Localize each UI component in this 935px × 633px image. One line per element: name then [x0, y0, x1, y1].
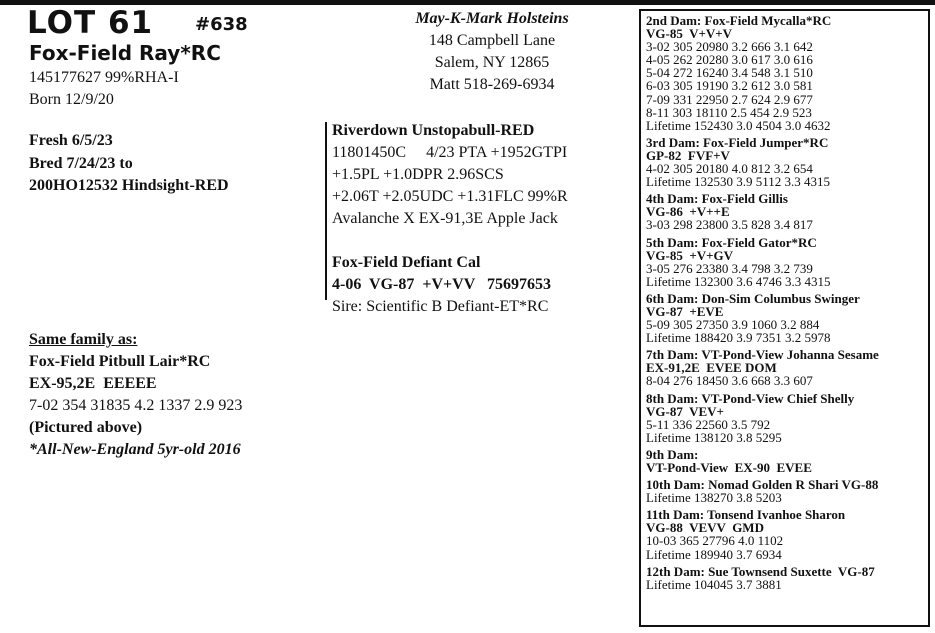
dam-sire: Sire: Scientific B Defiant-ET*RC — [332, 298, 549, 315]
family-name: Fox-Field Pitbull Lair*RC — [29, 353, 211, 370]
animal-name: Fox-Field Ray*RC — [29, 41, 221, 65]
dam-score: 4-06 VG-87 +V+VV 75697653 — [332, 276, 551, 293]
sire-line: 11801450C 4/23 PTA +1952GTPI — [332, 144, 568, 161]
family-award: *All-New-England 5yr-old 2016 — [29, 441, 241, 458]
sire-line: +2.06T +2.05UDC +1.31FLC 99%R — [332, 188, 568, 205]
family-score: EX-95,2E EEEEE — [29, 375, 157, 392]
pedigree-dam-11 — [646, 508, 922, 560]
dam-record: 3-03 298 23800 3.5 828 3.4 817 — [646, 217, 813, 233]
dam-title: 7th Dam: VT-Pond-View Johanna Sesame — [646, 347, 879, 363]
sire-block — [332, 120, 632, 230]
breeding-bred: Bred 7/24/23 to — [29, 155, 133, 172]
dam-record: 3-02 305 20980 3.2 666 3.1 642 — [646, 39, 813, 55]
dam-record: 3-05 276 23380 3.4 798 3.2 739 — [646, 260, 813, 276]
family-block — [29, 329, 329, 461]
dam-title: 2nd Dam: Fox-Field Mycalla*RC — [646, 13, 832, 28]
dam-record: 4-02 305 20180 4.0 812 3.2 654 — [646, 161, 813, 177]
sire-line: +1.5PL +1.0DPR 2.96SCS — [332, 166, 504, 183]
dam-title: 12th Dam: Sue Townsend Suxette VG-87 — [646, 563, 875, 579]
pedigree-dam-12 — [646, 565, 922, 591]
dam-classification: VG-87 VEV+ — [646, 403, 724, 419]
dam-title: 11th Dam: Tonsend Ivanhoe Sharon — [646, 507, 846, 523]
dam-record: 5-11 336 22560 3.5 792 — [646, 416, 771, 432]
consignor-name: May-K-Mark Holsteins — [415, 10, 569, 27]
dam-classification: VG-85 +V+GV — [646, 247, 734, 263]
lot-label: LOT 61 — [27, 5, 154, 41]
consignor-block — [372, 8, 612, 96]
dam-title: 3rd Dam: Fox-Field Jumper*RC — [646, 134, 829, 150]
family-heading: Same family as: — [29, 331, 138, 348]
pedigree-dam-5 — [646, 236, 922, 288]
dam-lifetime: Lifetime 138270 3.8 5203 — [646, 490, 782, 506]
dam-classification: EX-91,2E EVEE DOM — [646, 360, 777, 376]
breeding-bred-to: 200HO12532 Hindsight-RED — [29, 177, 229, 194]
dam-record: 5-09 305 27350 3.9 1060 3.2 884 — [646, 317, 820, 333]
dam-record: 10-03 365 27796 4.0 1102 — [646, 533, 784, 549]
dam-record: 8-11 303 18110 2.5 454 2.9 523 — [646, 104, 812, 120]
pedigree-dam-3 — [646, 136, 922, 188]
sire-divider-line — [325, 122, 327, 300]
consignor-city: Salem, NY 12865 — [434, 54, 550, 71]
pedigree-dam-7 — [646, 348, 922, 387]
dam-title: 8th Dam: VT-Pond-View Chief Shelly — [646, 390, 855, 406]
dam-title: 6th Dam: Don-Sim Columbus Swinger — [646, 290, 860, 306]
dam-record: 8-04 276 18450 3.6 668 3.3 607 — [646, 373, 813, 389]
dam-lifetime: Lifetime 132530 3.9 5112 3.3 4315 — [646, 174, 831, 190]
family-pictured: (Pictured above) — [29, 419, 143, 436]
dam-record: 5-04 272 16240 3.4 548 3.1 510 — [646, 65, 813, 81]
dam-lifetime: Lifetime 138120 3.8 5295 — [646, 429, 782, 445]
dam-classification: GP-82 FVF+V — [646, 147, 730, 163]
pedigree-dam-6 — [646, 292, 922, 344]
family-record: 7-02 354 31835 4.2 1337 2.9 923 — [29, 397, 243, 414]
dam-name: Fox-Field Defiant Cal — [332, 254, 481, 271]
dam-title: 4th Dam: Fox-Field Gillis — [646, 191, 788, 207]
dam-classification: VT-Pond-View EX-90 EVEE — [646, 460, 812, 475]
dam-lifetime: Lifetime 104045 3.7 3881 — [646, 576, 782, 592]
consignor-street: 148 Campbell Lane — [428, 32, 556, 49]
dam-classification: VG-85 V+V+V — [646, 26, 733, 42]
pedigree-dam-4 — [646, 192, 922, 231]
animal-registration: 145177627 99%RHA-I — [29, 69, 179, 86]
dam-block — [332, 252, 632, 318]
dam-lifetime: Lifetime 189940 3.7 6934 — [646, 546, 782, 562]
dam-classification: VG-87 +EVE — [646, 303, 724, 319]
dam-classification: VG-86 +V++E — [646, 204, 730, 220]
dam-title: 9th Dam: — [646, 446, 699, 462]
pedigree-box — [639, 9, 930, 627]
breeding-fresh: Fresh 6/5/23 — [29, 132, 113, 149]
dam-title: 5th Dam: Fox-Field Gator*RC — [646, 234, 817, 250]
consignor-contact: Matt 518-269-6934 — [429, 76, 555, 93]
dam-record: 7-09 331 22950 2.7 624 2.9 677 — [646, 91, 813, 107]
dam-record: 6-03 305 19190 3.2 612 3.0 581 — [646, 78, 813, 94]
dam-record: 4-05 262 20280 3.0 617 3.0 616 — [646, 52, 813, 68]
pedigree-dam-2 — [646, 14, 922, 132]
pedigree-dam-8 — [646, 392, 922, 444]
lot-number: #638 — [195, 14, 248, 35]
dam-title: 10th Dam: Nomad Golden R Shari VG-88 — [646, 477, 879, 493]
dam-lifetime: Lifetime 152430 3.0 4504 3.0 4632 — [646, 117, 831, 133]
dam-lifetime: Lifetime 132300 3.6 4746 3.3 4315 — [646, 273, 831, 289]
animal-born: Born 12/9/20 — [29, 91, 114, 108]
dam-classification: VG-88 VEVV GMD — [646, 520, 764, 536]
sire-line: Avalanche X EX-91,3E Apple Jack — [332, 210, 558, 227]
pedigree-dam-9 — [646, 448, 922, 474]
sire-name: Riverdown Unstopabull-RED — [332, 122, 535, 139]
dam-lifetime: Lifetime 188420 3.9 7351 3.2 5978 — [646, 330, 831, 346]
pedigree-dam-10 — [646, 478, 922, 504]
